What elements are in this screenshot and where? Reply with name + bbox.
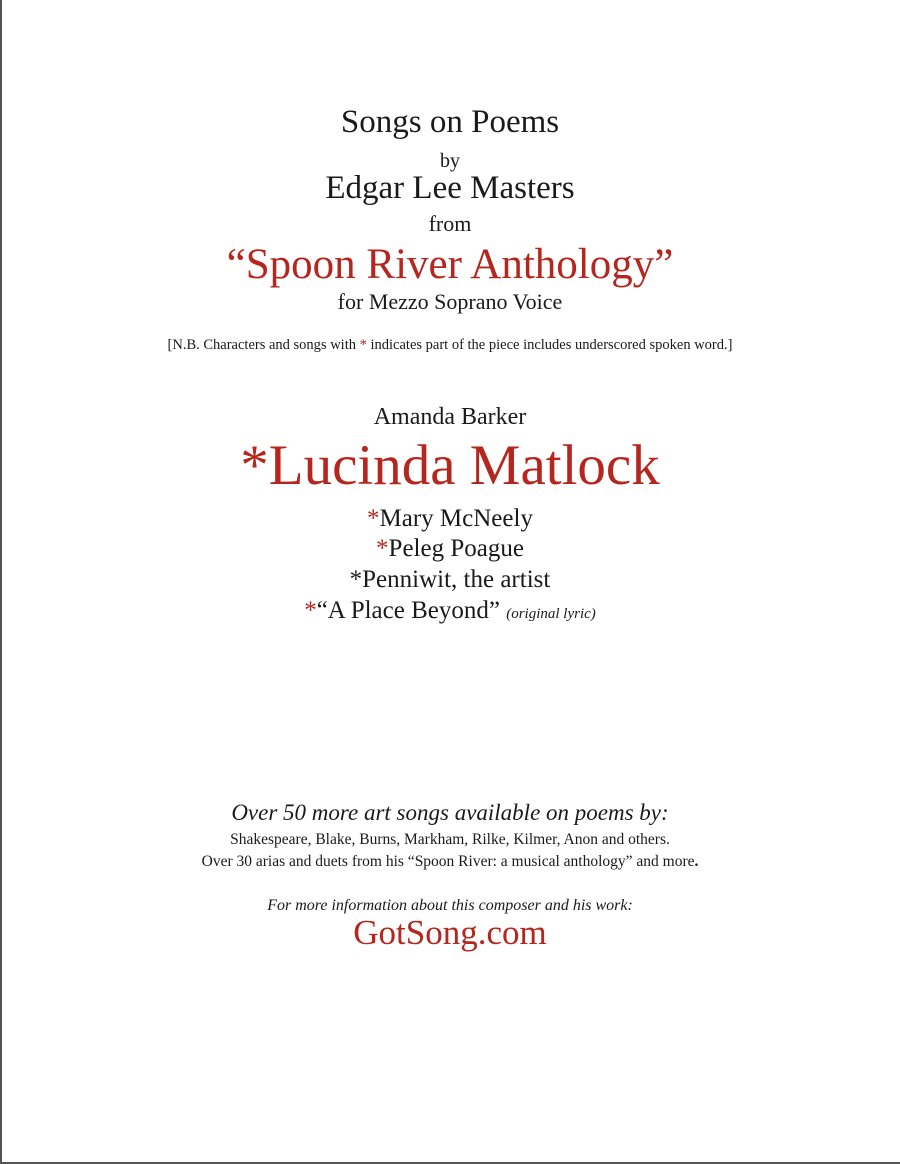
from-label: from (428, 211, 472, 236)
spoken-word-note (0, 337, 900, 354)
song-title-amanda-barker: Amanda Barker (373, 404, 527, 430)
more-songs-heading: Over 50 more art songs available on poems by: (231, 800, 669, 825)
more-info-text: For more information about this composer and his work: (267, 897, 633, 914)
poet-name: Edgar Lee Masters (325, 170, 575, 206)
anthology-title: “Spoon River Anthology” (226, 241, 674, 288)
song-title: Mary McNeely (379, 505, 533, 532)
website-link[interactable]: GotSong.com (353, 913, 547, 952)
voice-type: for Mezzo Soprano Voice (337, 289, 563, 314)
song-title-penniwit (0, 566, 900, 594)
arias-text: Over 30 arias and duets from his “Spoon River: a musical anthology” and more (201, 853, 695, 870)
song-star: * (349, 566, 363, 593)
poets-list: Shakespeare, Blake, Burns, Markham, Rilke, Kilmer, Anon and others. (230, 831, 670, 848)
song-annotation: (original lyric) (506, 606, 596, 622)
by-label: by (440, 150, 460, 172)
song-star: * (240, 434, 269, 497)
song-title: “A Place Beyond” (316, 597, 500, 624)
song-title-a-place-beyond (0, 597, 900, 625)
song-title-lucinda-matlock (0, 433, 900, 498)
song-star: * (376, 535, 389, 562)
note-star: * (359, 337, 367, 353)
song-title: Peleg Poague (388, 535, 524, 562)
note-suffix: indicates part of the piece includes underscored spoken word.] (366, 337, 733, 353)
song-star: * (367, 505, 380, 532)
song-title-mary-mcneely (0, 505, 900, 533)
collection-title: Songs on Poems (340, 104, 560, 140)
song-title-peleg-poague (0, 535, 900, 563)
song-title: Penniwit, the artist (362, 566, 551, 593)
arias-period: . (694, 853, 699, 870)
song-title: Lucinda Matlock (268, 434, 660, 497)
song-star: * (304, 597, 317, 624)
note-prefix: [N.B. Characters and songs with (167, 337, 360, 353)
arias-line (0, 853, 900, 871)
